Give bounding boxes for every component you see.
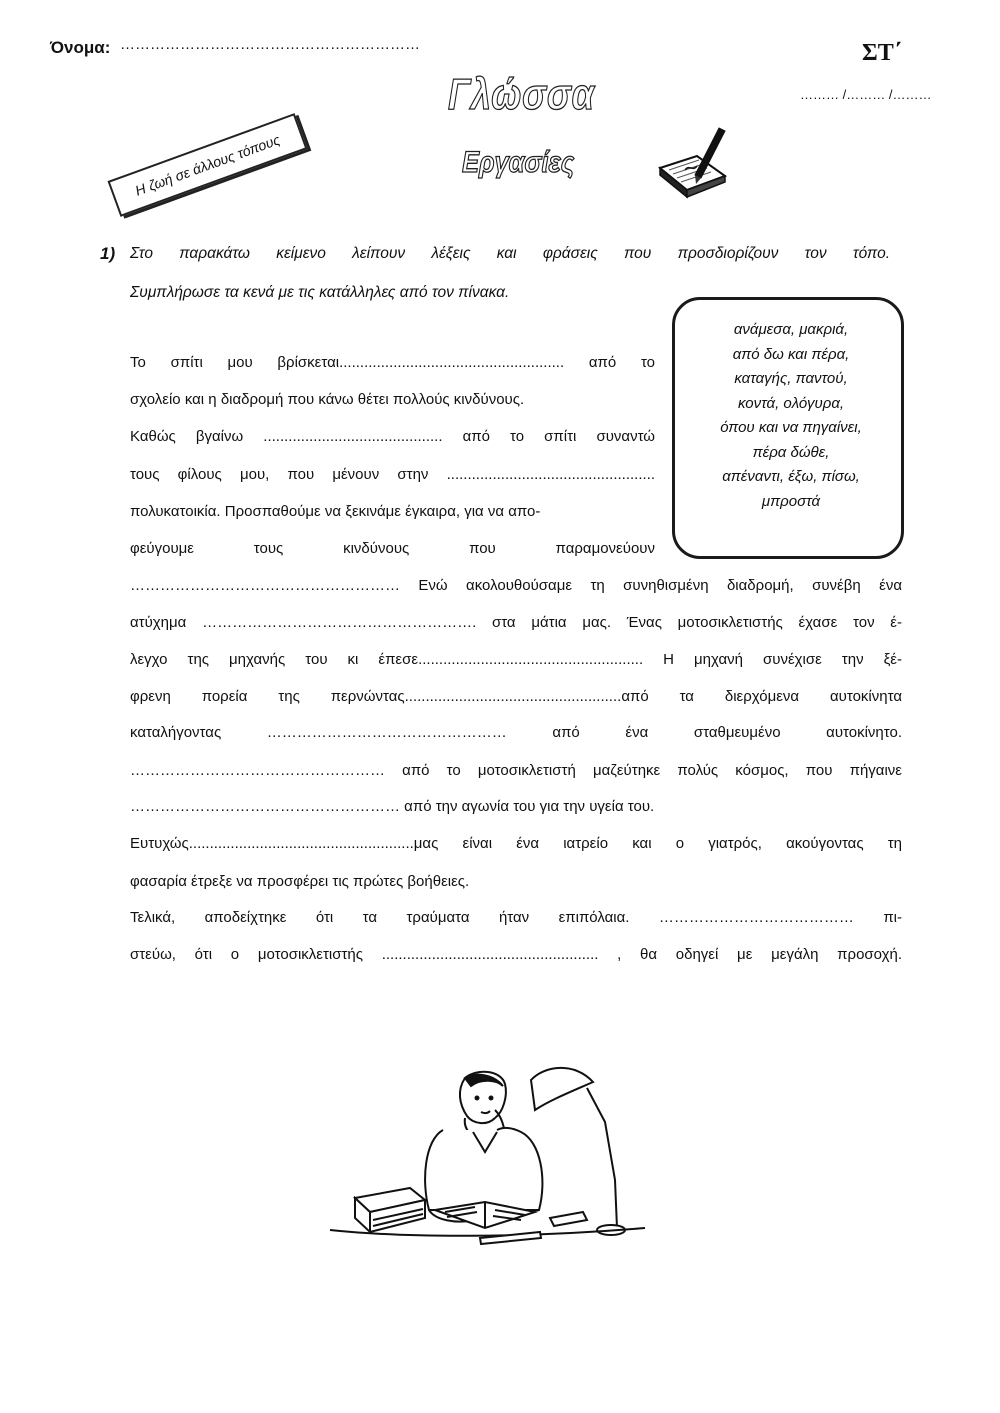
word-bank-line: όπου και να πηγαίνει, — [720, 419, 862, 436]
text-line: πολυκατοικία. Προσπαθούμε να ξεκινάμε έγκαιρα, για να απο- — [130, 503, 541, 520]
word-bank-line: μπροστά — [761, 492, 821, 510]
word-bank-line: ανάμεσα, μακριά, — [733, 321, 849, 338]
student-studying-at-desk-illustration — [325, 1060, 655, 1260]
text-line: φασαρία έτρεξε να προσφέρει τις πρώτες βοήθειες. — [130, 873, 470, 890]
grade-label: ΣΤ΄ — [862, 40, 902, 66]
instruction-line-1: Στο παρακάτω κείμενο λείπουν λέξεις και φράσεις που προσδιορίζουν τον τόπο. — [130, 245, 890, 262]
word-bank-line: από δω και πέρα, — [732, 345, 850, 363]
unit-stamp — [108, 113, 308, 217]
unit-stamp-text: Η ζωή σε άλλους τόπους — [132, 131, 283, 199]
text-line: καταλήγοντας ………………………………………… από ένα σταθμευμένο αυτοκίνητο. — [130, 724, 902, 741]
text-line: Τελικά, αποδείχτηκε ότι τα τραύματα ήταν επιπόλαια. ………………………………… πι- — [130, 909, 902, 926]
text-line: Το σπίτι μου βρίσκεται...................................................... από το — [130, 354, 655, 371]
word-bank-box — [672, 297, 904, 559]
text-line: φρενη πορεία της περνώντας....................................................από τα διερχόμενα αυτοκίνητα — [130, 688, 902, 705]
word-bank-line: πέρα δώθε, — [752, 443, 830, 461]
text-line: τους φίλους μου, που μένουν στην .................................................. — [130, 466, 655, 483]
text-line: φεύγουμε τους κινδύνους που παραμονεύουν — [130, 540, 655, 557]
exercise-number: 1) — [100, 244, 116, 263]
date-field[interactable]: ……… /……… /……… — [800, 87, 932, 102]
name-label: Όνομα: — [50, 38, 111, 57]
page-subtitle: Εργασίες — [462, 146, 575, 179]
word-bank-line: απέναντι, έξω, πίσω, — [722, 468, 860, 485]
page-title: Γλώσσα — [448, 70, 595, 119]
name-field[interactable]: …………………………………………………… — [120, 36, 420, 53]
text-line: ……………………………………………… από την αγωνία του για την υγεία του. — [130, 798, 655, 815]
text-line: στεύω, ότι ο μοτοσικλετιστής .................................................... , θα οδηγεί με μεγάλη προσοχή. — [130, 946, 902, 963]
word-bank-line: κοντά, ολόγυρα, — [737, 394, 845, 412]
text-line: …………………………………………… από το μοτοσικλετιστή μαζεύτηκε πολύς κόσμος, που πήγαινε — [130, 762, 902, 779]
text-line: ατύχημα ………………………………………………. στα μάτια μας. Ένας μοτοσικλετιστής έχασε τον έ- — [130, 614, 902, 631]
text-line: ……………………………………………… Ενώ ακολουθούσαμε τη συνηθισμένη διαδρομή, συνέβη ένα — [130, 577, 902, 594]
text-line: λεγχο της μηχανής του κι έπεσε...................................................... Η μηχανή συνέχισε την ξέ- — [130, 651, 902, 668]
text-line: Καθώς βγαίνω ........................................... από το σπίτι συναντώ — [130, 428, 655, 445]
notebook-pen-icon — [655, 120, 730, 200]
instruction-line-2: Συμπλήρωσε τα κενά με τις κατάλληλες από τον πίνακα. — [130, 284, 510, 301]
text-line: σχολείο και η διαδρομή που κάνω θέτει πολλούς κινδύνους. — [130, 391, 525, 408]
word-bank-line: καταγής, παντού, — [734, 370, 848, 387]
text-line: Ευτυχώς......................................................μας είναι ένα ιατρείο και ο γιατρός, ακούγοντας τη — [130, 835, 902, 852]
